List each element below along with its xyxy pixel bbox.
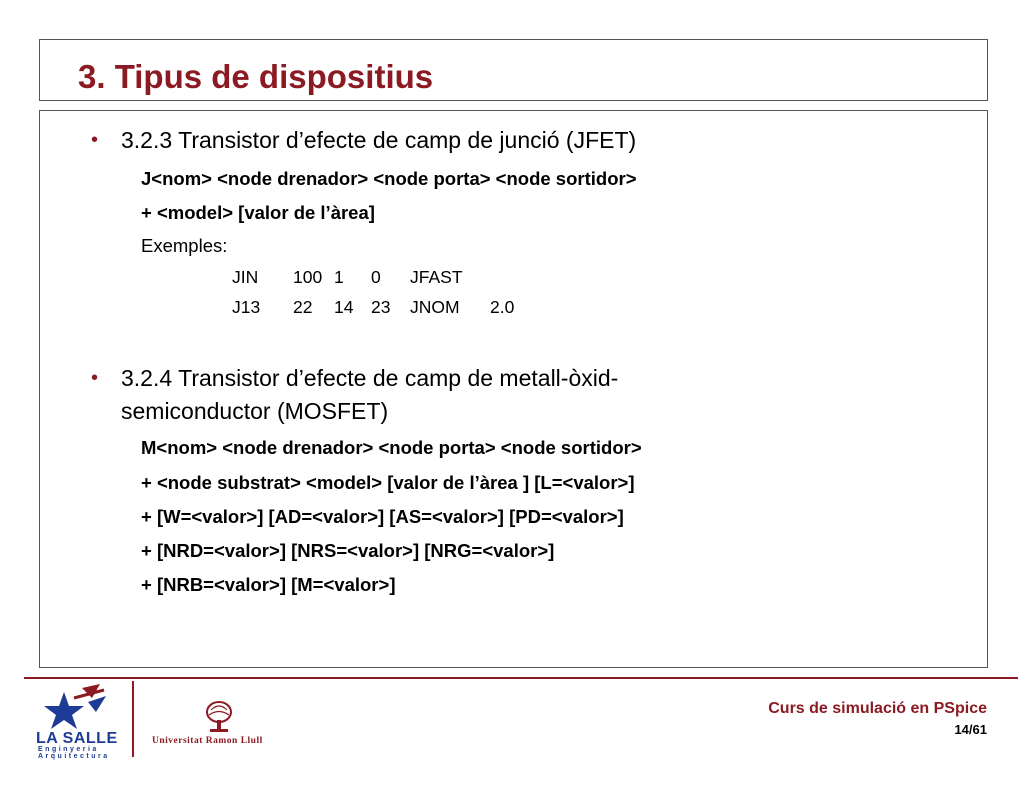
mosfet-heading-line-2: semiconductor (MOSFET) bbox=[121, 398, 389, 424]
example-2-area: 2.0 bbox=[490, 297, 515, 317]
example-1-gate: 1 bbox=[334, 267, 344, 287]
example-2-gate: 14 bbox=[334, 297, 354, 317]
mosfet-syntax-line-4: + [NRD=<valor>] [NRS=<valor>] [NRG=<valor>] bbox=[141, 540, 555, 561]
lasalle-logo-text: LA SALLE bbox=[36, 730, 118, 747]
example-1-source: 0 bbox=[371, 267, 381, 287]
example-1-drain: 100 bbox=[293, 267, 323, 287]
footer-rule bbox=[24, 677, 1018, 679]
example-2-drain: 22 bbox=[293, 297, 313, 317]
example-1-model: JFAST bbox=[410, 267, 463, 287]
mosfet-heading bbox=[91, 362, 619, 394]
mosfet-syntax-line-5: + [NRB=<valor>] [M=<valor>] bbox=[141, 574, 396, 595]
bullet-icon: • bbox=[91, 367, 99, 389]
example-2-model: JNOM bbox=[410, 297, 460, 317]
course-title: Curs de simulació en PSpice bbox=[768, 700, 987, 717]
university-logo-text: Universitat Ramon Llull bbox=[152, 736, 263, 746]
example-1-name: JIN bbox=[232, 267, 259, 287]
mosfet-syntax-line-2: + <node substrat> <model> [valor de l’àrea ] [L=<valor>] bbox=[141, 472, 635, 493]
examples-label: Exemples: bbox=[141, 235, 228, 256]
jfet-heading bbox=[91, 124, 637, 156]
page-number: 14/61 bbox=[954, 722, 987, 737]
mosfet-syntax-line-3: + [W=<valor>] [AD=<valor>] [AS=<valor>] [PD=<valor>] bbox=[141, 506, 624, 527]
mosfet-syntax-line-1: M<nom> <node drenador> <node porta> <node sortidor> bbox=[141, 437, 642, 458]
footer-divider bbox=[132, 681, 134, 757]
example-2-name: J13 bbox=[232, 297, 261, 317]
slide-title: 3. Tipus de dispositius bbox=[78, 58, 434, 95]
jfet-syntax-line-2: + <model> [valor de l’àrea] bbox=[141, 202, 375, 223]
jfet-heading-text: 3.2.3 Transistor d’efecte de camp de junció (JFET) bbox=[121, 127, 637, 153]
title-box bbox=[39, 39, 988, 101]
lasalle-logo-subtext-2: Arquitectura bbox=[38, 753, 110, 760]
example-2-source: 23 bbox=[371, 297, 391, 317]
lasalle-logo-subtext-1: Enginyeria bbox=[38, 746, 99, 753]
mosfet-heading-line-1: 3.2.4 Transistor d’efecte de camp de metall-òxid- bbox=[121, 365, 619, 391]
jfet-syntax-line-1: J<nom> <node drenador> <node porta> <node sortidor> bbox=[141, 168, 637, 189]
bullet-icon: • bbox=[91, 129, 99, 151]
university-tree-icon bbox=[200, 700, 238, 736]
